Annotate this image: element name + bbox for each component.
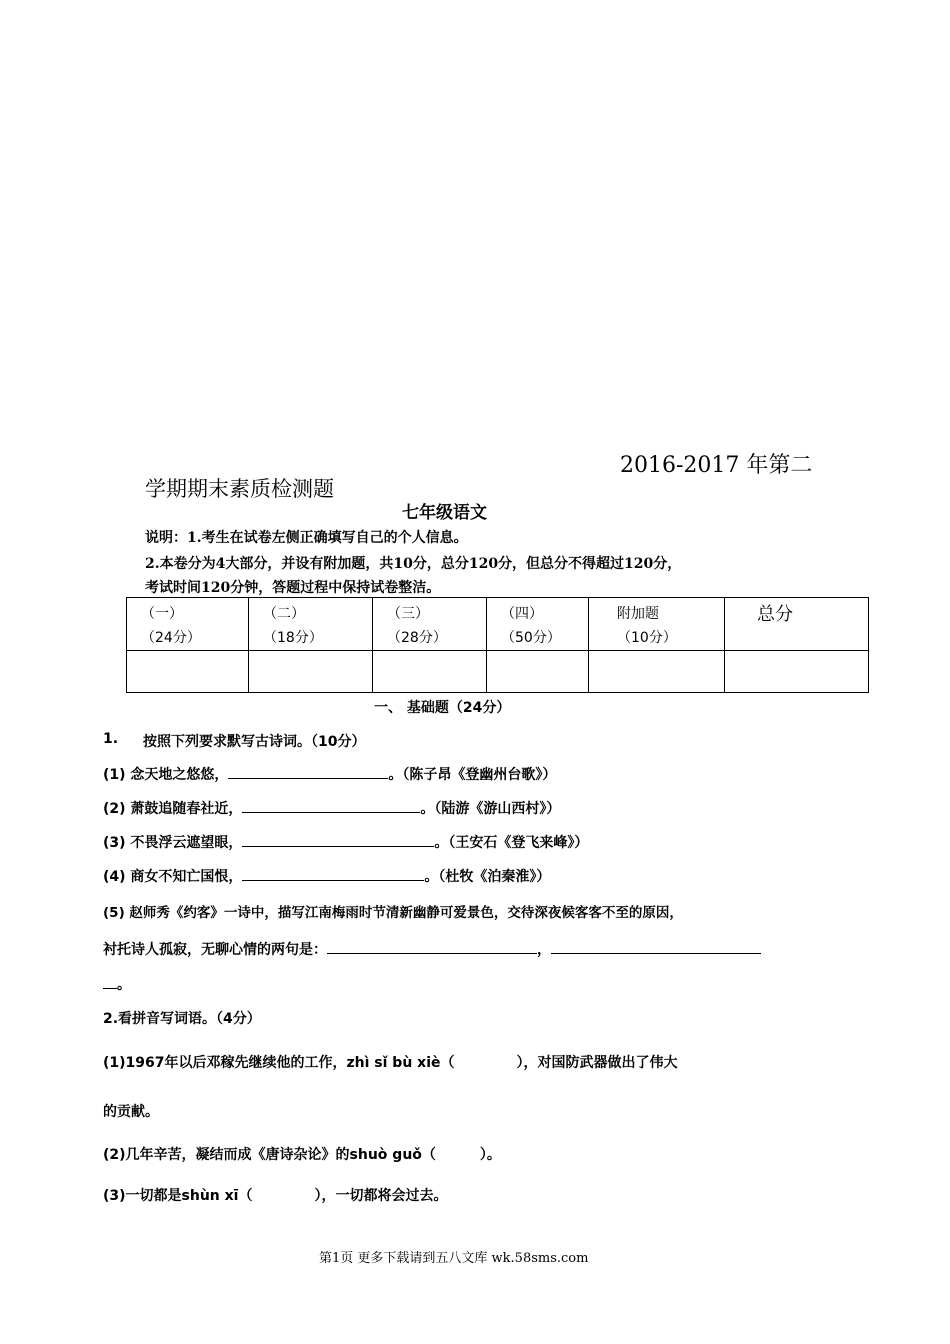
- poem-item-5-line-3: [103, 974, 131, 994]
- score-col-points: （18分）: [263, 630, 323, 646]
- score-col-label: （一）: [141, 606, 183, 622]
- question-2-prompt: 2.看拼音写词语。（4分）: [103, 1011, 261, 1027]
- poem-item-5-line-2: [103, 939, 761, 959]
- score-col-4: [487, 598, 589, 651]
- poem-item-2: [103, 798, 560, 818]
- pinyin-item-text-after: ），对国防武器做出了伟大: [516, 1055, 678, 1071]
- answer-blank[interactable]: [242, 866, 424, 881]
- score-col-bonus: [589, 598, 725, 651]
- poem-item-source: 。（陆游《游山西村》）: [420, 801, 561, 817]
- poem-item-5-line-1: (5) 赵师秀《约客》一诗中，描写江南梅雨时节清新幽静可爱景色，交待深夜候客客不至的原因，: [103, 905, 683, 921]
- question-1-prompt: 按照下列要求默写古诗词。（10分）: [143, 734, 366, 750]
- exam-title-year: 2016-2017 年第二: [620, 453, 813, 478]
- score-entry-cell[interactable]: [127, 651, 249, 693]
- separator: ，: [537, 942, 551, 958]
- answer-blank[interactable]: [103, 974, 117, 989]
- section-1-heading: 一、 基础题（24分）: [374, 700, 511, 716]
- pinyin-item-1: [103, 1052, 677, 1072]
- poem-item-text: (3) 不畏浮云遮望眼，: [103, 835, 243, 851]
- pinyin-item-2: [103, 1144, 501, 1164]
- score-col-points: （24分）: [141, 630, 201, 646]
- score-entry-cell[interactable]: [373, 651, 487, 693]
- pinyin-item-text-after: ）。: [479, 1147, 501, 1163]
- score-table-header-row: [127, 598, 869, 651]
- score-entry-cell[interactable]: [725, 651, 869, 693]
- poem-item-4: [103, 866, 550, 886]
- pinyin-item-text: (2)几年辛苦，凝结而成《唐诗杂论》的shuò guǒ（: [103, 1147, 436, 1163]
- score-col-2: [249, 598, 373, 651]
- poem-item-1: [103, 764, 556, 784]
- instruction-line-3: 考试时间120分钟，答题过程中保持试卷整洁。: [145, 580, 441, 596]
- poem-item-text: (4) 商女不知亡国恨，: [103, 869, 243, 885]
- pinyin-item-3: [103, 1185, 447, 1205]
- answer-blank[interactable]: [327, 939, 537, 954]
- page-footer: 第1页 更多下载请到五八文库 wk.58sms.com: [319, 1251, 589, 1266]
- answer-blank[interactable]: [228, 764, 388, 779]
- score-table: [126, 597, 869, 693]
- poem-item-source: 。（陈子昂《登幽州台歌》）: [388, 767, 557, 783]
- score-col-label: 附加题: [617, 606, 659, 622]
- answer-blank[interactable]: [551, 939, 761, 954]
- instruction-line-2: 2.本卷分为4大部分，并设有附加题，共10分，总分120分，但总分不得超过120分，: [145, 556, 682, 572]
- score-col-total: [725, 598, 869, 651]
- score-col-label: （四）: [501, 606, 543, 622]
- poem-item-3: [103, 832, 588, 852]
- pinyin-item-text-after: ），一切都将会过去。: [314, 1188, 448, 1204]
- poem-item-text: 衬托诗人孤寂，无聊心情的两句是：: [103, 942, 327, 958]
- score-entry-cell[interactable]: [487, 651, 589, 693]
- answer-blank[interactable]: [242, 798, 420, 813]
- question-1-number: 1.: [103, 731, 119, 747]
- score-col-points: （10分）: [617, 630, 677, 646]
- pinyin-item-text: (1)1967年以后邓稼先继续他的工作，zhì sǐ bù xiè（: [103, 1055, 455, 1071]
- instruction-line-1: 说明：1.考生在试卷左侧正确填写自己的个人信息。: [145, 530, 468, 546]
- poem-item-text: (1) 念天地之悠悠，: [103, 767, 229, 783]
- total-label: 总分: [757, 604, 793, 625]
- poem-item-source: 。（杜牧《泊秦淮》）: [424, 869, 551, 885]
- score-col-3: [373, 598, 487, 651]
- score-entry-cell[interactable]: [249, 651, 373, 693]
- score-table-entry-row: [127, 651, 869, 693]
- poem-item-text: (2) 萧鼓追随春社近，: [103, 801, 243, 817]
- score-col-1: [127, 598, 249, 651]
- score-col-label: （二）: [263, 606, 305, 622]
- score-col-points: （50分）: [501, 630, 561, 646]
- pinyin-item-1-line-2: 的贡献。: [103, 1104, 159, 1120]
- exam-title-rest: 学期期末素质检测题: [145, 477, 334, 501]
- pinyin-item-text: (3)一切都是shùn xī（: [103, 1188, 253, 1204]
- score-col-label: （三）: [387, 606, 429, 622]
- score-entry-cell[interactable]: [589, 651, 725, 693]
- poem-item-end: 。: [117, 977, 131, 993]
- answer-blank[interactable]: [242, 832, 434, 847]
- subject-title: 七年级语文: [402, 503, 487, 523]
- score-col-points: （28分）: [387, 630, 447, 646]
- poem-item-source: 。（王安石《登飞来峰》）: [434, 835, 589, 851]
